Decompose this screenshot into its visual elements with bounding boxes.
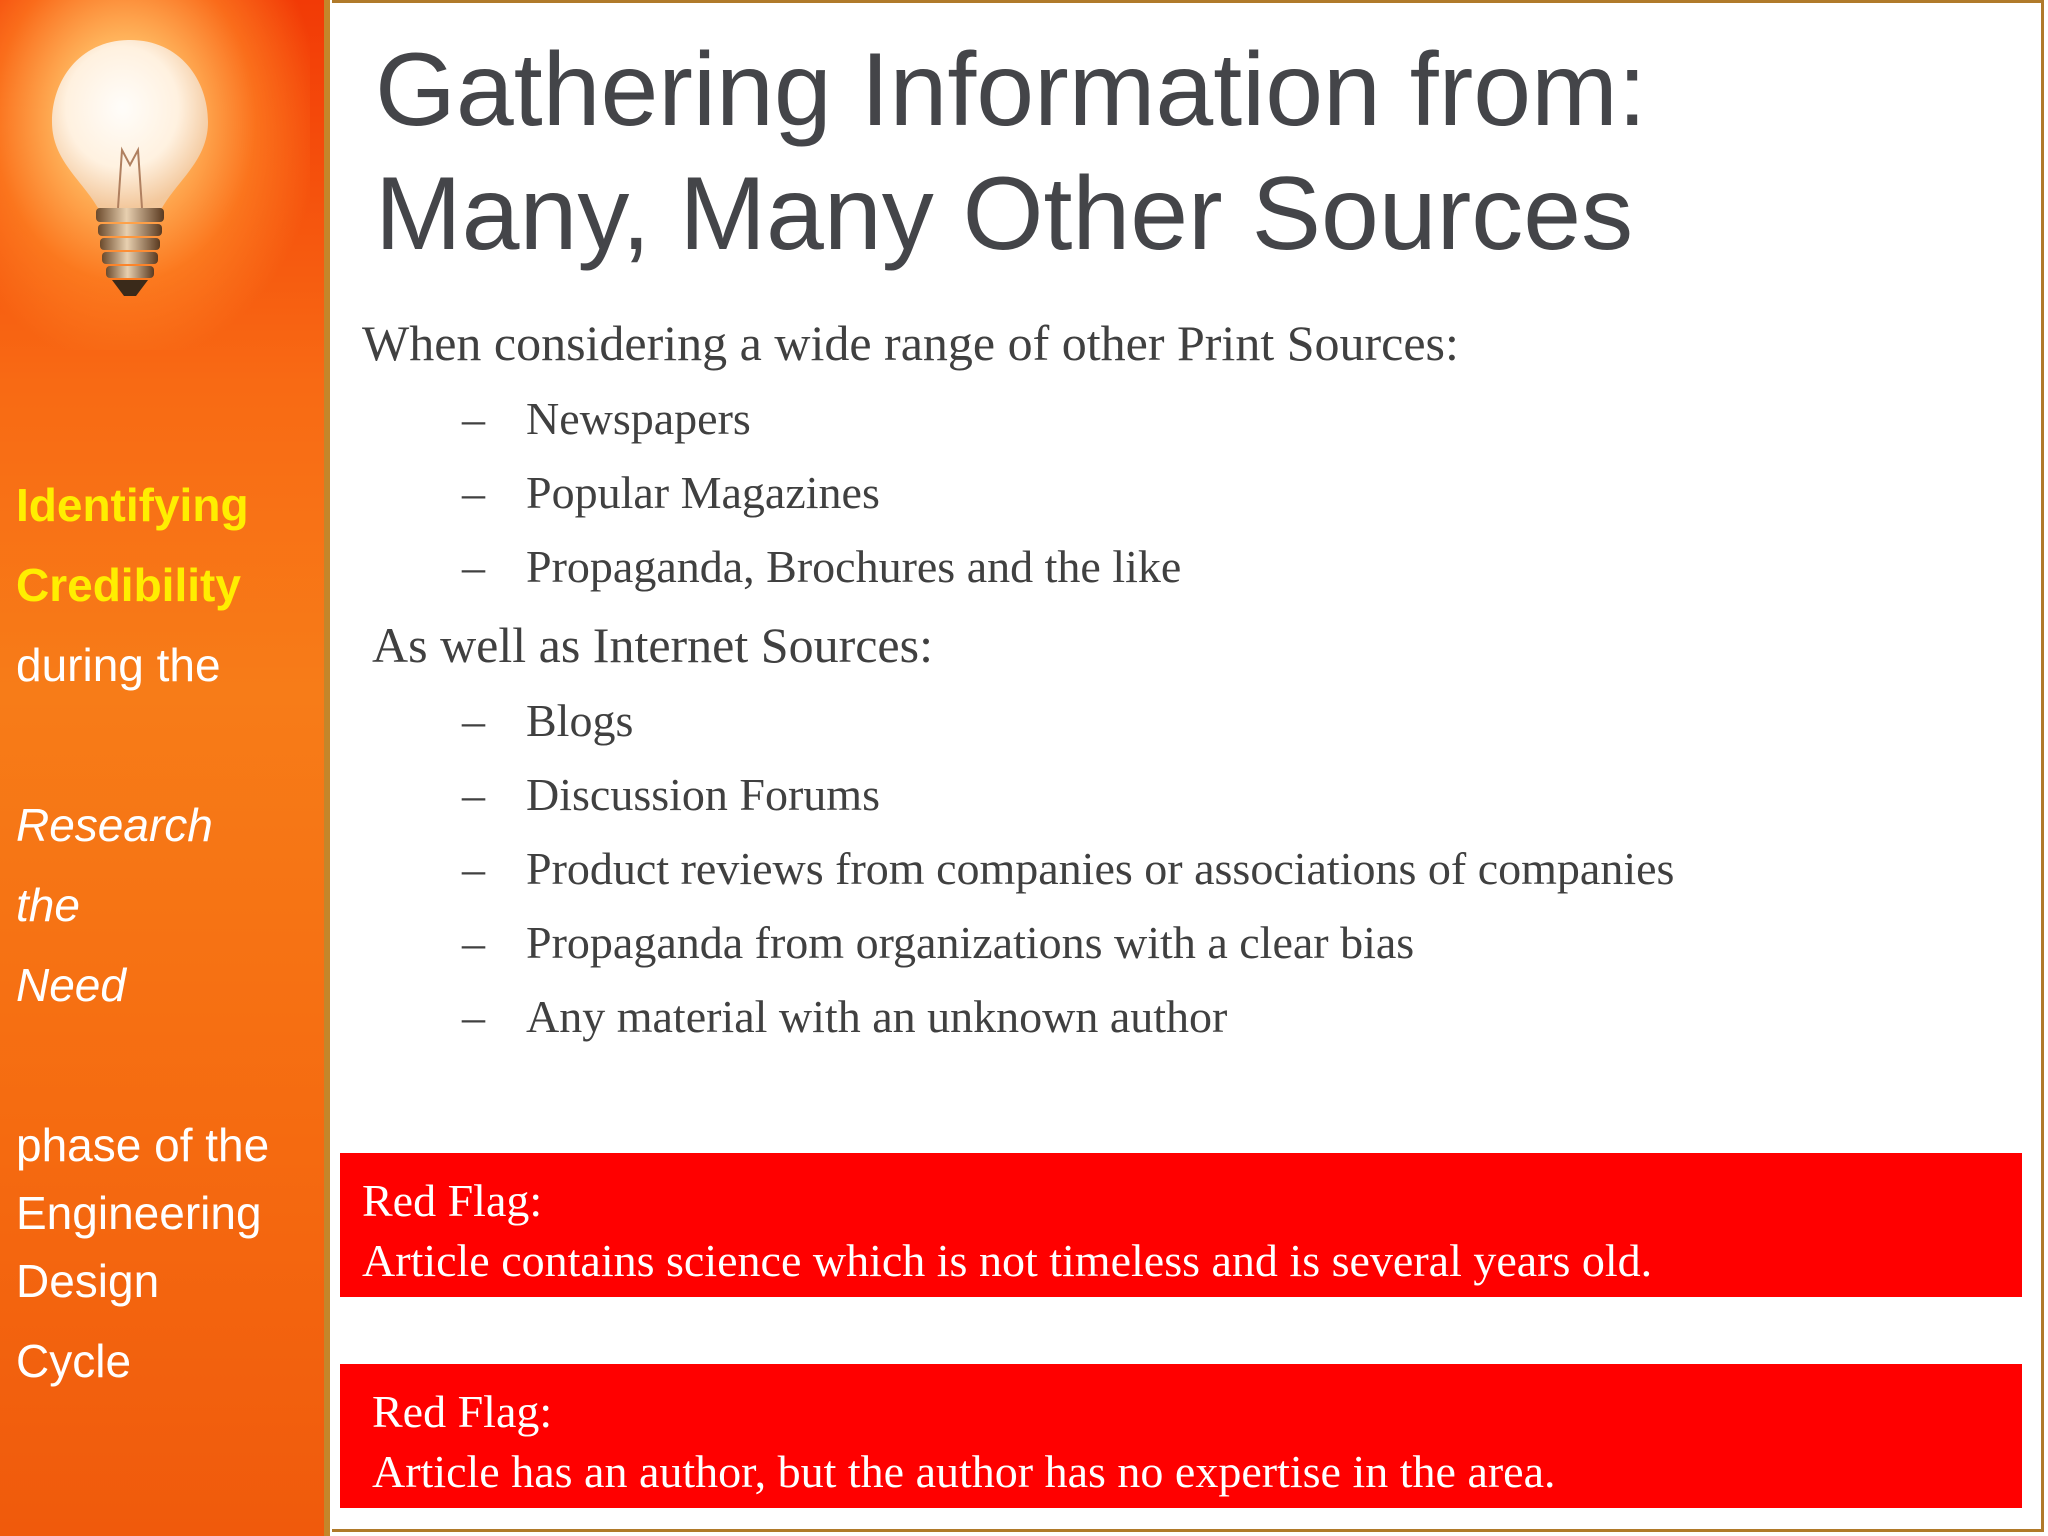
sidebar-line-cycle: Cycle [16, 1335, 132, 1387]
bullet-dash: – [462, 695, 485, 746]
title-line-1: Gathering Information from: [375, 32, 1647, 148]
red-flag-text: Article has an author, but the author has no expertise in the area. [372, 1446, 1556, 1497]
list-item-text: Discussion Forums [526, 769, 880, 820]
bullet-dash: – [462, 393, 485, 444]
list-item-text: Blogs [526, 695, 634, 746]
sidebar-line-identifying: Identifying [16, 479, 249, 531]
sidebar-line-design: Design [16, 1255, 160, 1307]
list-item-text: Popular Magazines [526, 467, 880, 518]
sidebar [0, 0, 330, 1536]
sidebar-line-phase: phase of the [16, 1119, 270, 1171]
sidebar-line-the: the [16, 879, 80, 931]
list-item-text: Propaganda, Brochures and the like [526, 541, 1182, 592]
red-flag-box [340, 1153, 2022, 1297]
red-flag-box [340, 1364, 2022, 1508]
sidebar-line-during: during the [16, 639, 221, 691]
title-line-2: Many, Many Other Sources [375, 156, 1634, 272]
list-item-text: Any material with an unknown author [526, 991, 1228, 1042]
sidebar-line-research: Research [16, 799, 213, 851]
sidebar-line-credibility: Credibility [16, 559, 241, 611]
bullet-dash: – [462, 467, 485, 518]
red-flag-text: Article contains science which is not timeless and is several years old. [362, 1235, 1653, 1286]
bullet-dash: – [462, 991, 485, 1042]
sidebar-line-engineering: Engineering [16, 1187, 262, 1239]
print-sources-heading: When considering a wide range of other Print Sources: [362, 315, 1459, 371]
lightbulb-icon [40, 30, 220, 320]
bullet-dash: – [462, 843, 485, 894]
bullet-dash: – [462, 769, 485, 820]
sidebar-line-need: Need [16, 959, 126, 1011]
list-item-text: Propaganda from organizations with a clear bias [526, 917, 1415, 968]
bullet-dash: – [462, 917, 485, 968]
list-item-text: Product reviews from companies or associations of companies [526, 843, 1675, 894]
page-title [375, 28, 1647, 276]
red-flag-label: Red Flag: [362, 1175, 543, 1226]
internet-sources-heading: As well as Internet Sources: [372, 617, 933, 673]
bullet-dash: – [462, 541, 485, 592]
red-flag-label: Red Flag: [372, 1386, 553, 1437]
list-item-text: Newspapers [526, 393, 751, 444]
